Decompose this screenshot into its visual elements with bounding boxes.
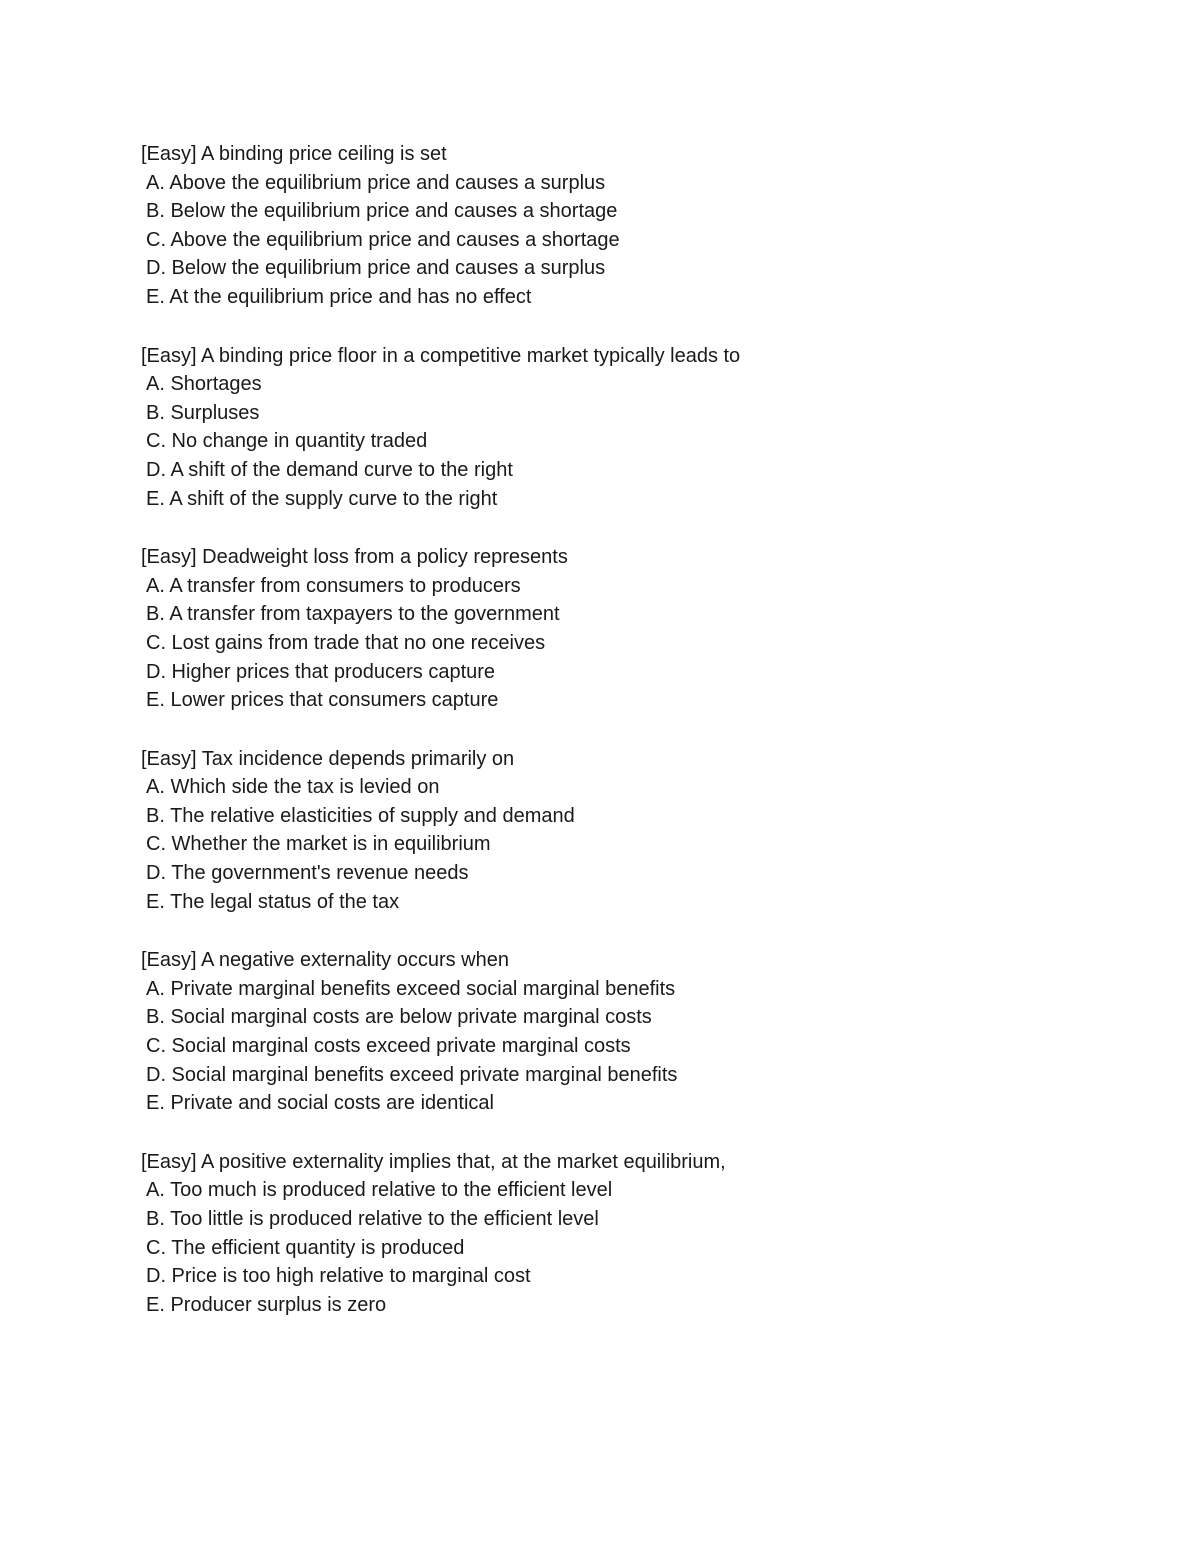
question-block (141, 1148, 1141, 1320)
answer-option: C. Social marginal costs exceed private marginal costs (146, 1035, 631, 1058)
answer-option: C. No change in quantity traded (146, 430, 428, 453)
answer-option: E. Private and social costs are identical (146, 1092, 494, 1115)
answer-option: E. A shift of the supply curve to the right (146, 487, 498, 510)
answer-option: D. Below the equilibrium price and causes a surplus (146, 257, 606, 280)
question-prompt: [Easy] A negative externality occurs when (141, 949, 509, 972)
question-prompt: [Easy] Tax incidence depends primarily on (141, 747, 515, 770)
question-block (141, 946, 1141, 1118)
answer-option: D. Social marginal benefits exceed private marginal benefits (146, 1063, 678, 1086)
answer-option: C. Above the equilibrium price and causes a shortage (146, 228, 620, 251)
answer-option: B. Too little is produced relative to the efficient level (146, 1208, 599, 1230)
question-block (141, 543, 1141, 715)
answer-option: D. Higher prices that producers capture (146, 660, 496, 683)
answer-option: A. Shortages (146, 373, 262, 396)
answer-option: E. The legal status of the tax (146, 890, 400, 913)
answer-option: B. A transfer from taxpayers to the government (146, 603, 560, 626)
answer-option: E. Producer surplus is zero (146, 1293, 387, 1316)
answer-option: E. At the equilibrium price and has no effect (146, 285, 532, 308)
answer-option: C. Whether the market is in equilibrium (146, 833, 491, 856)
question-prompt: [Easy] A binding price floor in a competitive market typically leads to (141, 344, 741, 367)
answer-option: D. Price is too high relative to marginal cost (146, 1265, 531, 1288)
question-prompt: [Easy] Deadweight loss from a policy represents (141, 546, 568, 569)
answer-option: A. A transfer from consumers to producers (146, 574, 521, 597)
answer-option: C. The efficient quantity is produced (146, 1236, 465, 1259)
answer-option: A. Private marginal benefits exceed social marginal benefits (146, 977, 676, 1000)
answer-option: B. Social marginal costs are below private marginal costs (146, 1006, 652, 1029)
question-prompt: [Easy] A positive externality implies that, at the market equilibrium, (141, 1150, 726, 1173)
answer-option: E. Lower prices that consumers capture (146, 689, 499, 712)
answer-option: A. Above the equilibrium price and causes a surplus (146, 171, 606, 194)
question-prompt: [Easy] A binding price ceiling is set (141, 143, 447, 165)
question-block (141, 745, 1141, 917)
question-block (141, 342, 1141, 514)
answer-option: D. A shift of the demand curve to the right (146, 458, 513, 481)
answer-option: B. Below the equilibrium price and causes a shortage (146, 200, 618, 223)
question-block (141, 140, 1141, 312)
answer-option: A. Which side the tax is levied on (146, 776, 440, 799)
answer-option: B. The relative elasticities of supply and demand (146, 804, 575, 827)
answer-option: C. Lost gains from trade that no one receives (146, 631, 546, 654)
answer-option: D. The government's revenue needs (146, 862, 469, 885)
answer-option: A. Too much is produced relative to the efficient level (146, 1179, 613, 1202)
answer-option: B. Surpluses (146, 401, 260, 424)
document-page (141, 140, 1141, 1349)
